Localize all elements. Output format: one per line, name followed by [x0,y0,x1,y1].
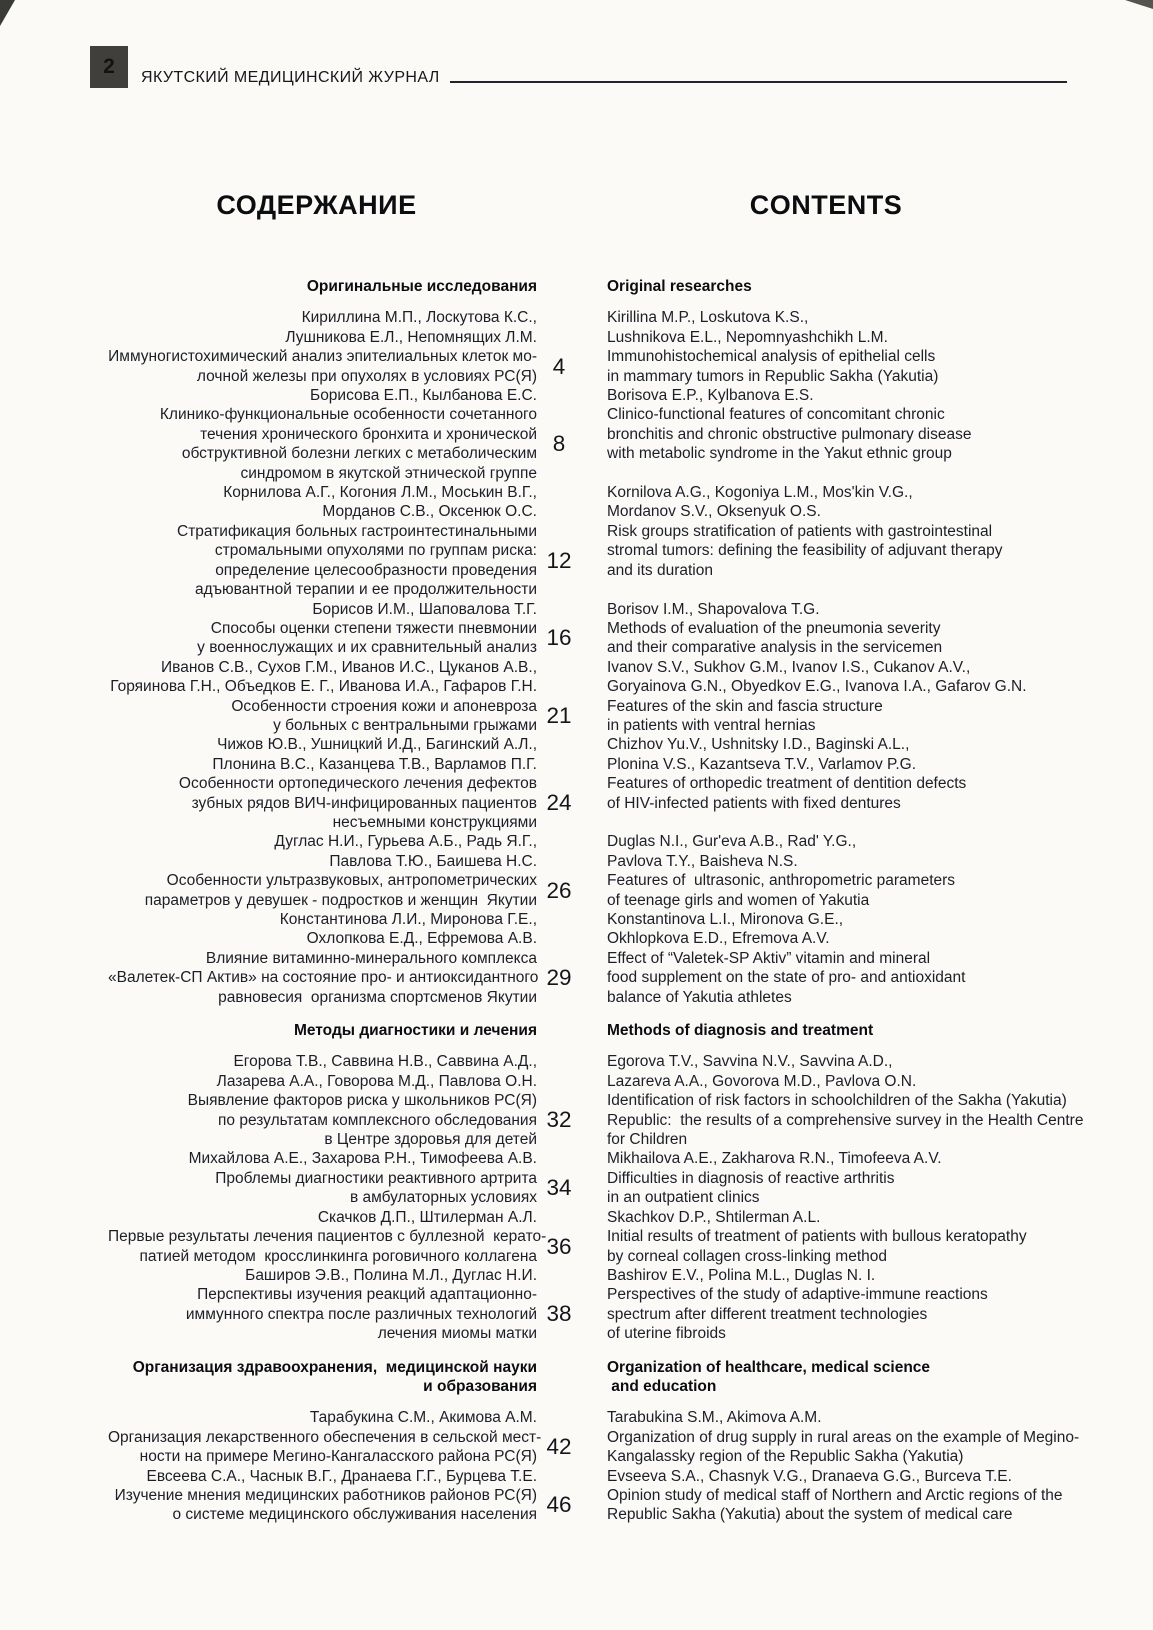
entry-title-en: Risk groups stratification of patients with gastrointestinal [607,522,993,540]
entry-authors-en: Borisova E.P., Kylbanova E.S. [607,387,814,405]
entry-authors-ru: Тарабукина С.М., Акимова А.М. [309,1409,537,1427]
entry-title-en: in patients with ventral hernias [607,716,816,734]
entry-title-en: and their comparative analysis in the servicemen [607,639,943,657]
toc-entry [108,600,1085,658]
entry-authors-ru: Дуглас Н.И., Гурьева А.Б., Радь Я.Г., [274,833,537,851]
entry-title-ru: о системе медицинского обслуживания населения [172,1506,537,1524]
entry-title-ru: течения хронического бронхита и хронической [200,425,537,443]
entry-title-en: Immunohistochemical analysis of epithelial cells [607,348,936,366]
entry-authors-en: Kornilova A.G., Kogoniya L.M., Mos'kin V.G., [607,484,913,502]
toc-entry [108,308,1085,386]
entry-authors-en: Tarabukina S.M., Akimova A.M. [607,1409,822,1427]
entry-page-number: 8 [552,431,566,457]
entry-title-ru: Особенности строения кожи и апоневроза [231,697,537,715]
entry-title-ru: зубных рядов ВИЧ-инфицированных пациентов [191,794,537,812]
page-header [90,46,1067,88]
entry-title-en: of HIV-infected patients with fixed dentures [607,794,901,812]
entry-page-number: 29 [546,964,572,990]
entry-authors-en: Plonina V.S., Kazantseva T.V., Varlamov P.G. [607,755,917,773]
entry-title-en: in an outpatient clinics [607,1189,760,1207]
entry-authors-en: Mikhailova A.E., Zakharova R.N., Timofeeva A.V. [607,1150,942,1168]
entry-authors-en: Skachkov D.P., Shtilerman A.L. [607,1208,821,1226]
entry-title-ru: в амбулаторных условиях [349,1189,537,1207]
entry-title-en: Methods of evaluation of the pneumonia severity [607,619,941,637]
entry-title-en: spectrum after different treatment technologies [607,1305,928,1323]
toc-entry [108,832,1085,910]
entry-authors-en: Pavlova T.Y., Baisheva N.S. [607,852,798,870]
scan-corner-artifact [0,0,15,26]
entry-title-en: Republic: the results of a comprehensive survey in the Health Centre [607,1111,1084,1129]
entry-authors-en: Chizhov Yu.V., Ushnitsky I.D., Baginski A.L., [607,736,910,754]
toc-title-ru: СОДЕРЖАНИЕ [216,190,417,220]
entry-authors-en: Borisov I.M., Shapovalova T.G. [607,600,820,618]
entry-authors-en: Lushnikova E.L., Nepomnyashchikh L.M. [607,328,888,346]
entry-authors-ru: Иванов С.В., Сухов Г.М., Иванов И.С., Цуканов А.В., [161,658,537,676]
toc-entry [108,1408,1085,1466]
entry-title-en: bronchitis and chronic obstructive pulmonary disease [607,425,972,443]
entry-authors-ru: Борисов И.М., Шаповалова Т.Г. [312,600,537,618]
entry-authors-en: Evseeva S.A., Chasnyk V.G., Dranaeva G.G., Burceva T.E. [607,1467,1012,1485]
entry-title-ru: Проблемы диагностики реактивного артрита [215,1169,537,1187]
entry-page-number: 34 [546,1175,572,1201]
toc-entry [108,910,1085,1007]
entry-title-en: Features of the skin and fascia structure [607,697,883,715]
entry-title-ru: ности на примере Мегино-Кангаласского района РС(Я) [139,1448,537,1466]
section-header-en: Original researches [607,278,752,295]
section-header-ru: Методы диагностики и лечения [293,1022,537,1040]
entry-title-ru: иммунного спектра после различных технологий [185,1305,537,1323]
entry-title-en: Identification of risk factors in schoolchildren of the Sakha (Yakutia) [607,1092,1067,1110]
entry-authors-en: Bashirov E.V., Polina M.L., Duglas N. I. [607,1266,876,1284]
entry-title-ru: лечения миомы матки [377,1325,537,1343]
entry-title-ru: равновесия организма спортсменов Якутии [218,988,537,1006]
header-rule [450,81,1067,83]
entry-authors-ru: Корнилова А.Г., Когония Л.М., Моськин В.Г., [223,484,537,502]
entry-title-ru: Выявление факторов риска у школьников РС(Я) [187,1092,537,1110]
toc-entry [108,1149,1085,1207]
entry-title-ru: Влияние витаминно-минерального комплекса [205,949,537,967]
entry-title-ru: обструктивной болезни легких с метаболическим [181,445,537,463]
entry-title-en: with metabolic syndrome in the Yakut ethnic group [607,445,952,463]
entry-authors-en: Duglas N.I., Gur'eva A.B., Rad' Y.G., [607,833,857,851]
entry-authors-ru: Борисова Е.П., Кылбанова Е.С. [310,387,537,405]
entry-title-en: balance of Yakutia athletes [607,988,792,1006]
scan-corner-artifact [1125,0,1153,9]
entry-title-ru: «Валетек-СП Актив» на состояние про- и антиоксидантного [108,969,539,987]
entry-title-en: of teenage girls and women of Yakutia [607,891,870,909]
entry-title-ru: лочной железы при опухолях в условиях РС(Я) [196,367,537,385]
toc-body [108,277,1085,1525]
entry-title-en: Features of ultrasonic, anthropometric parameters [607,872,956,890]
entry-title-ru: Перспективы изучения реакций адаптационно- [197,1286,537,1304]
entry-title-ru: Особенности ультразвуковых, антропометрических [166,872,537,890]
entry-authors-en: Kirillina M.P., Loskutova K.S., [607,309,809,327]
toc-entry [108,386,1085,483]
entry-authors-ru: Лушникова Е.Л., Непомнящих Л.М. [285,328,537,346]
entry-title-ru: у военнослужащих и их сравнительный анализ [197,639,537,657]
entry-page-number: 46 [546,1492,572,1518]
entry-title-ru: патией методом кросслинкинга роговичного коллагена [139,1247,537,1265]
entry-authors-ru: Баширов Э.В., Полина М.Л., Дуглас Н.И. [245,1266,537,1284]
table-of-contents [108,190,1085,1525]
toc-section-header-row [108,1358,1085,1397]
entry-authors-ru: Лазарева А.А., Говорова М.Д., Павлова О.Н. [216,1072,537,1090]
entry-authors-ru: Евсеева С.А., Часнык В.Г., Дранаева Г.Г., Бурцева Т.Е. [146,1467,537,1485]
entry-page-number: 32 [546,1107,572,1133]
entry-title-ru: определение целесообразности проведения [215,561,537,579]
entry-title-en: and its duration [607,561,713,579]
section-header-en: Methods of diagnosis and treatment [607,1022,874,1040]
entry-title-en: Kangalassky region of the Republic Sakha (Yakutia) [607,1448,964,1466]
toc-section-header-row [108,1021,1085,1040]
entry-title-ru: у больных с вентральными грыжами [273,716,537,734]
entry-title-ru: Способы оценки степени тяжести пневмонии [210,619,537,637]
entry-page-number: 4 [552,353,566,379]
section-header-en: and education [607,1377,717,1395]
entry-authors-ru: Егорова Т.В., Саввина Н.В., Саввина А.Д., [233,1053,537,1071]
entry-page-number: 26 [546,877,572,903]
entry-title-ru: Стратификация больных гастроинтестинальными [177,522,537,540]
entry-title-en: stromal tumors: defining the feasibility of adjuvant therapy [607,542,1003,560]
entry-authors-en: Okhlopkova E.D., Efremova A.V. [607,930,830,948]
entry-title-en: Clinico-functional features of concomitant chronic [607,406,945,424]
entry-title-en: Initial results of treatment of patients with bullous keratopathy [607,1228,1027,1246]
entry-title-en: Perspectives of the study of adaptive-immune reactions [607,1286,988,1304]
entry-page-number: 12 [546,547,572,573]
entry-authors-ru: Кириллина М.П., Лоскутова К.С., [301,309,537,327]
entry-page-number: 24 [546,790,572,816]
journal-title: ЯКУТСКИЙ МЕДИЦИНСКИЙ ЖУРНАЛ [141,69,440,86]
entry-authors-en: Egorova T.V., Savvina N.V., Savvina A.D., [607,1053,893,1071]
toc-entry [108,735,1085,832]
toc-titles-row [108,190,1085,221]
entry-title-en: by corneal collagen cross-linking method [607,1247,888,1265]
entry-authors-en: Mordanov S.V., Oksenyuk O.S. [607,503,821,521]
entry-title-ru: несъемными конструкциями [332,813,537,831]
toc-entry [108,1266,1085,1344]
entry-title-en: Organization of drug supply in rural areas on the example of Megino- [607,1428,1080,1446]
entry-title-ru: Изучение мнения медицинских работников районов РС(Я) [114,1486,537,1504]
entry-page-number: 38 [546,1301,572,1327]
section-header-ru: Оригинальные исследования [306,278,537,295]
entry-authors-en: Goryainova G.N., Obyedkov E.G., Ivanova I.A., Gafarov G.N. [607,678,1027,696]
entry-title-ru: адъювантной терапии и ее продолжительности [195,581,537,599]
entry-authors-ru: Чижов Ю.В., Ушницкий И.Д., Багинский А.Л., [217,736,537,754]
entry-title-ru: в Центре здоровья для детей [324,1131,537,1149]
toc-title-en: CONTENTS [749,190,903,220]
section-header-ru: Организация здравоохранения, медицинской науки [132,1358,537,1376]
entry-page-number: 16 [546,625,572,651]
page-number-badge: 2 [90,46,128,88]
entry-title-en: Opinion study of medical staff of Northern and Arctic regions of the [607,1486,1063,1504]
entry-title-en: of uterine fibroids [607,1325,726,1343]
section-header-ru: и образования [423,1377,537,1395]
entry-authors-ru: Павлова Т.Ю., Баишева Н.С. [329,852,537,870]
entry-authors-ru: Скачков Д.П., Штилерман А.Л. [317,1208,537,1226]
entry-authors-en: Konstantinova L.I., Mironova G.E., [607,911,844,928]
toc-entry [108,1052,1085,1149]
entry-authors-ru: Охлопкова Е.Д., Ефремова А.В. [306,930,537,948]
toc-entry [108,483,1085,599]
entry-title-en: Republic Sakha (Yakutia) about the system of medical care [607,1506,1013,1524]
entry-page-number: 42 [546,1434,572,1460]
entry-title-en: Features of orthopedic treatment of dentition defects [607,775,967,793]
entry-title-en: Effect of “Valetek-SP Aktiv” vitamin and mineral [607,949,931,967]
entry-authors-ru: Михайлова А.Е., Захарова Р.Н., Тимофеева А.В. [188,1150,537,1168]
entry-title-ru: стромальными опухолями по группам риска: [214,542,537,560]
entry-title-ru: по результатам комплексного обследования [218,1111,537,1129]
toc-section-header-row [108,277,1085,296]
entry-title-ru: параметров у девушек - подростков и женщин Якутии [144,891,537,909]
toc-entry [108,658,1085,736]
entry-authors-ru: Константинова Л.И., Миронова Г.Е., [279,911,537,928]
entry-authors-en: Ivanov S.V., Sukhov G.M., Ivanov I.S., Cukanov A.V., [607,658,971,676]
entry-title-en: Difficulties in diagnosis of reactive arthritis [607,1169,895,1187]
entry-title-ru: Организация лекарственного обеспечения в сельской мест- [108,1428,542,1446]
entry-authors-en: Lazareva A.A., Govorova M.D., Pavlova O.N. [607,1072,917,1090]
entry-page-number: 21 [546,702,572,728]
entry-authors-ru: Морданов С.В., Оксенюк О.С. [322,503,537,521]
section-header-en: Organization of healthcare, medical science [607,1358,931,1376]
entry-title-en: in mammary tumors in Republic Sakha (Yakutia) [607,367,939,385]
toc-entry [108,1467,1085,1525]
toc-entry [108,1208,1085,1266]
entry-title-ru: Особенности ортопедического лечения дефектов [178,775,537,793]
entry-title-en: food supplement on the state of pro- and antioxidant [607,969,966,987]
entry-authors-ru: Плонина В.С., Казанцева Т.В., Варламов П.Г. [212,755,537,773]
entry-page-number: 36 [546,1233,572,1259]
entry-title-ru: Первые результаты лечения пациентов с буллезной керато- [108,1228,547,1246]
entry-title-ru: Клинико-функциональные особенности сочетанного [159,406,537,424]
entry-title-ru: Иммуногистохимический анализ эпителиальных клеток мо- [108,348,537,366]
entry-authors-ru: Горяинова Г.Н., Объедков Е. Г., Иванова И.А., Гафаров Г.Н. [110,678,537,696]
entry-title-ru: синдромом в якутской этнической группе [240,464,537,482]
entry-title-en: for Children [607,1131,688,1149]
